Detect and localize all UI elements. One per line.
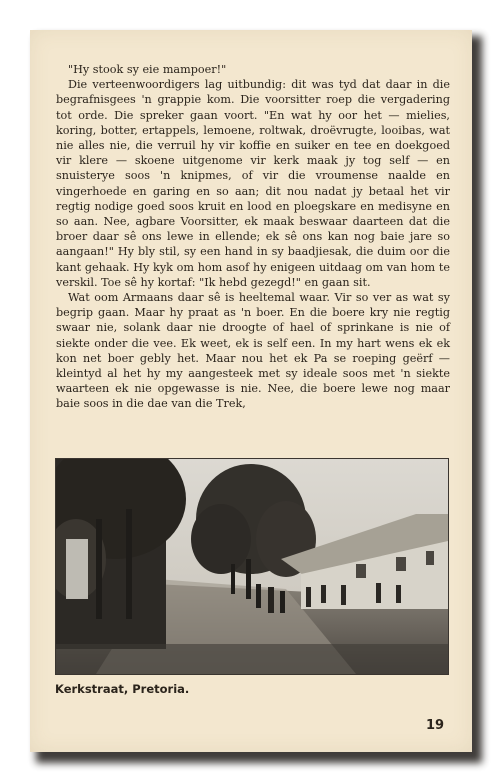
body-text — [56, 62, 450, 412]
book-page — [30, 30, 472, 752]
street-photograph — [55, 458, 449, 675]
photo-caption: Kerkstraat, Pretoria. — [55, 682, 190, 696]
paragraph: "Hy stook sy eie mampoer!" — [68, 63, 227, 76]
photograph-image — [56, 459, 448, 674]
page-number: 19 — [426, 718, 445, 733]
paragraph: Wat oom Armaans daar sê is heeltemal waar. Vir so ver as wat sy begrip gaan. Maar hy praat as 'n boer. En die boere kry nie regtig swaar nie, solank daar nie droogte of hael of sprinkane is nie of siekte onder die vee. Ek weet, ek is self een. In my hart wens ek ek kon net boer gebly het. Maar nou het ek Pa se roeping geërf — kleintyd al het hy my aangesteek met sy ideale soos met 'n siekte waarteen ek nie opgewasse is nie. Nee, die boere lewe nog maar baie soos in die dae van die Trek, — [56, 291, 450, 411]
paragraph: Die verteenwoordigers lag uitbundig: dit was tyd dat daar in die begrafnisgees 'n grappie kom. Die voorsitter roep die vergadering tot orde. Die spreker gaan voort. "En wat hy oor het — mielies, koring, botter, ertappels, lemoene, roltwak, droëvrugte, looibas, wat nie alles nie, die verruil hy vir koffie en suiker en tee en doekgoed vir klere — skoene uitgenome vir kerk maak jy tog self — en snuisterye soos 'n knipmes, of vir die vroumense naalde en vingerhoede en garing en so aan; dit nou nadat jy betaal het vir regtig nodige goed soos kruit en lood en ploegskare en medisyne en so aan. Nee, agbare Voorsitter, ek maak beswaar daarteen dat die broer daar sê ons lewe in ellende; ek sê ons kan nog baie jare so aangaan!" Hy bly stil, sy een hand in sy baadjiesak, die duim oor die kant gehaak. Hy kyk om hom asof hy enigeen uitdaag om van hom te verskil. Toe sê hy kortaf: "Ik hebd gezegd!" en gaan sit. — [56, 78, 450, 289]
